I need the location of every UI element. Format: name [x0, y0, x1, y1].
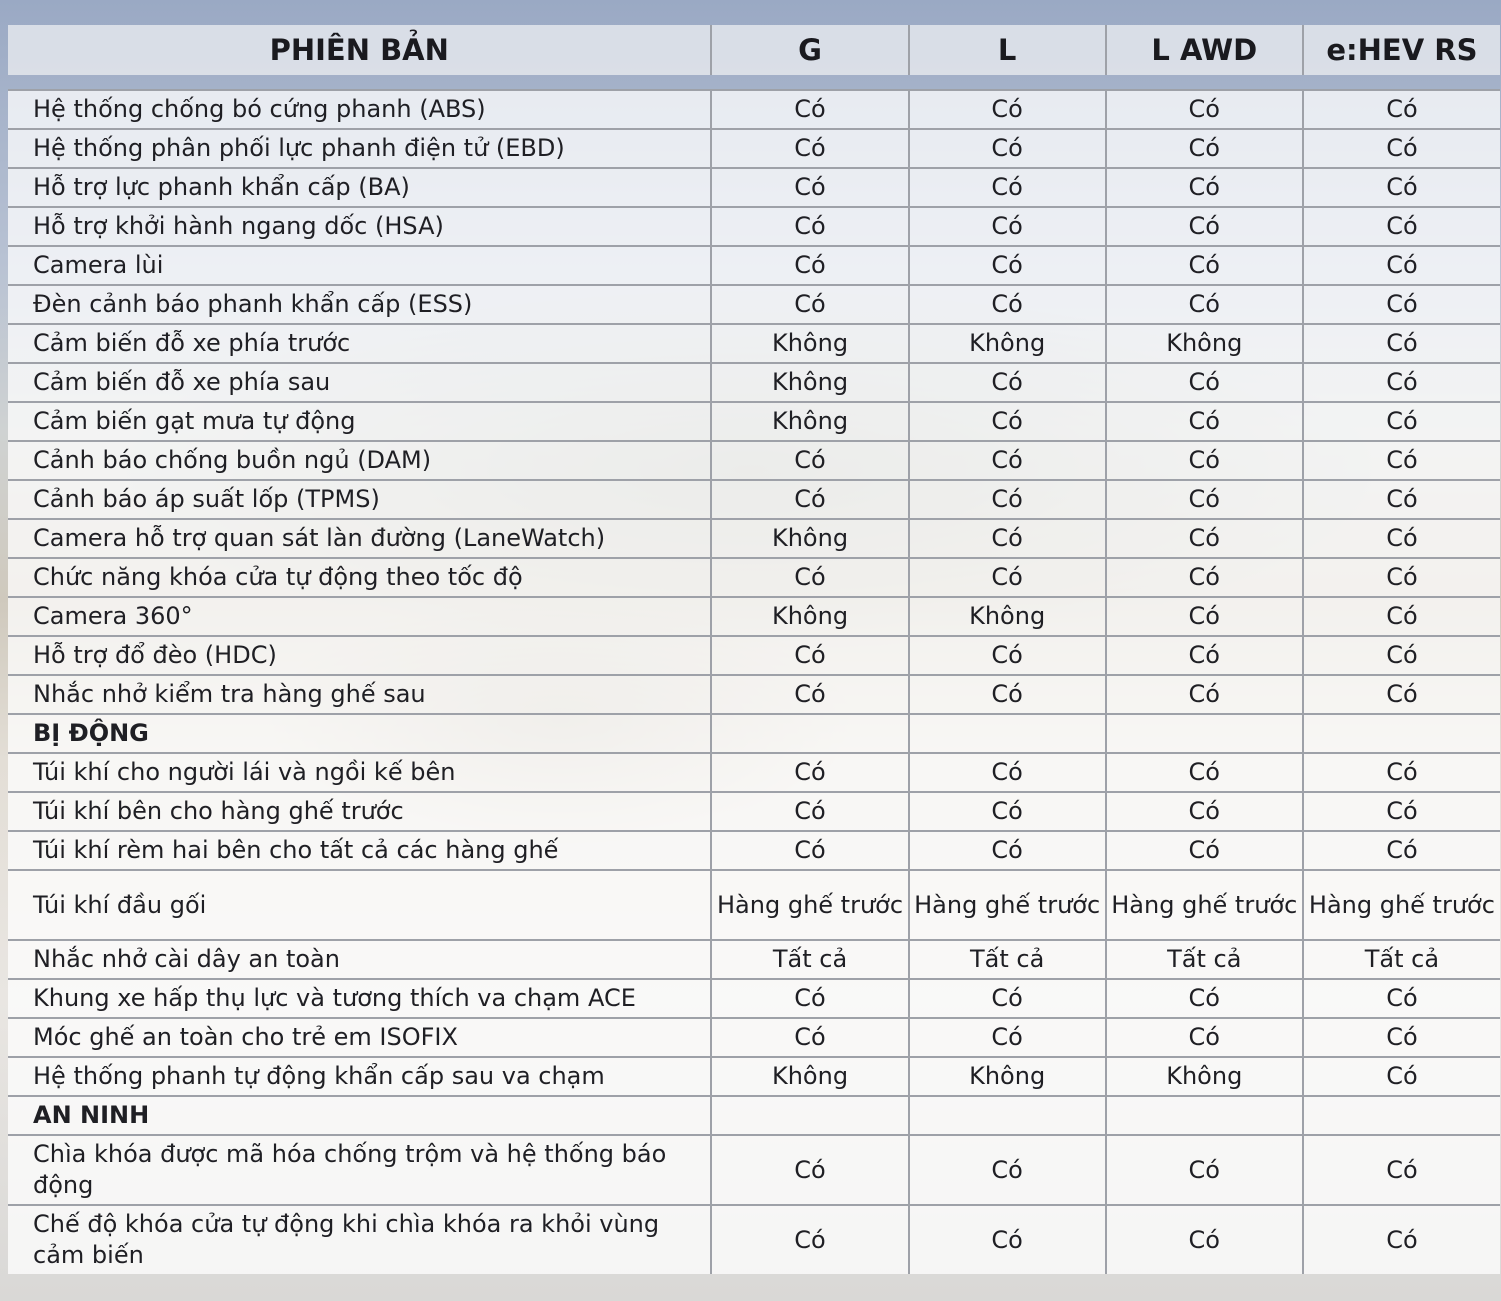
feature-value: Có: [1303, 402, 1500, 441]
spec-table-container: [8, 25, 1500, 1274]
header-variant-ehev-rs: e:HEV RS: [1303, 25, 1500, 75]
feature-value: Có: [1303, 636, 1500, 675]
feature-label: Nhắc nhở cài dây an toàn: [8, 940, 711, 979]
feature-label: Camera lùi: [8, 246, 711, 285]
table-row: [8, 129, 1500, 168]
table-row: [8, 636, 1500, 675]
feature-value: Không: [711, 363, 908, 402]
feature-value: Có: [1303, 90, 1500, 129]
feature-value: Có: [1106, 597, 1303, 636]
feature-value: [711, 1096, 908, 1135]
table-row: [8, 753, 1500, 792]
feature-value: Có: [1106, 168, 1303, 207]
feature-value: Có: [1106, 441, 1303, 480]
feature-value: Có: [909, 363, 1106, 402]
table-row: [8, 940, 1500, 979]
feature-value: Có: [1303, 246, 1500, 285]
feature-value: Có: [909, 207, 1106, 246]
feature-value: Có: [1106, 519, 1303, 558]
header-variant-l-awd: L AWD: [1106, 25, 1303, 75]
feature-value: Có: [1303, 979, 1500, 1018]
feature-value: Có: [1303, 1018, 1500, 1057]
feature-value: Có: [1303, 558, 1500, 597]
table-row: [8, 324, 1500, 363]
feature-value: Có: [909, 1135, 1106, 1205]
feature-value: Có: [1106, 363, 1303, 402]
feature-value: Có: [1303, 363, 1500, 402]
feature-value: Có: [1303, 1057, 1500, 1096]
feature-label: Cảnh báo áp suất lốp (TPMS): [8, 480, 711, 519]
feature-value: Hàng ghế trước: [1106, 870, 1303, 940]
table-row: [8, 480, 1500, 519]
feature-value: Không: [711, 519, 908, 558]
feature-value: Có: [1106, 792, 1303, 831]
table-row: [8, 207, 1500, 246]
feature-value: Có: [711, 1205, 908, 1274]
feature-label: Hỗ trợ đổ đèo (HDC): [8, 636, 711, 675]
feature-value: Có: [1303, 831, 1500, 870]
feature-value: Có: [909, 129, 1106, 168]
feature-value: Có: [1106, 402, 1303, 441]
feature-value: Có: [711, 441, 908, 480]
table-row: [8, 979, 1500, 1018]
feature-label: Camera 360°: [8, 597, 711, 636]
feature-value: Có: [909, 675, 1106, 714]
feature-value: Có: [909, 979, 1106, 1018]
feature-value: Có: [909, 1018, 1106, 1057]
feature-value: [1106, 714, 1303, 753]
section-title: BỊ ĐỘNG: [8, 714, 711, 753]
feature-value: Có: [711, 480, 908, 519]
header-row: [8, 25, 1500, 75]
table-row: [8, 597, 1500, 636]
feature-value: Có: [909, 753, 1106, 792]
feature-value: Có: [1106, 480, 1303, 519]
feature-value: Có: [711, 831, 908, 870]
feature-value: Có: [1106, 558, 1303, 597]
feature-value: Có: [909, 519, 1106, 558]
feature-value: Có: [711, 979, 908, 1018]
feature-label: Cảm biến đỗ xe phía sau: [8, 363, 711, 402]
feature-value: Hàng ghế trước: [711, 870, 908, 940]
feature-value: Có: [909, 831, 1106, 870]
feature-value: Có: [711, 285, 908, 324]
section-title: AN NINH: [8, 1096, 711, 1135]
feature-value: Có: [1106, 1135, 1303, 1205]
feature-value: Có: [1303, 1135, 1500, 1205]
table-row: [8, 285, 1500, 324]
feature-value: Có: [711, 636, 908, 675]
feature-label: Khung xe hấp thụ lực và tương thích va chạm ACE: [8, 979, 711, 1018]
feature-value: Có: [1303, 207, 1500, 246]
table-row: [8, 1018, 1500, 1057]
feature-value: Có: [711, 675, 908, 714]
feature-value: Có: [1106, 90, 1303, 129]
feature-value: Có: [1303, 441, 1500, 480]
table-row: [8, 558, 1500, 597]
table-row: [8, 675, 1500, 714]
feature-label: Đèn cảnh báo phanh khẩn cấp (ESS): [8, 285, 711, 324]
feature-value: Có: [711, 753, 908, 792]
feature-value: Có: [1106, 246, 1303, 285]
feature-value: Có: [1106, 831, 1303, 870]
table-row: [8, 441, 1500, 480]
feature-value: Không: [909, 324, 1106, 363]
table-row: [8, 402, 1500, 441]
feature-label: Hỗ trợ khởi hành ngang dốc (HSA): [8, 207, 711, 246]
feature-value: Có: [711, 792, 908, 831]
feature-value: Có: [1303, 480, 1500, 519]
feature-value: Không: [711, 402, 908, 441]
feature-value: Có: [711, 246, 908, 285]
feature-label: Túi khí cho người lái và ngồi kế bên: [8, 753, 711, 792]
header-spacer: [8, 75, 1500, 90]
feature-value: Có: [1303, 519, 1500, 558]
feature-value: Có: [909, 168, 1106, 207]
feature-value: [1106, 1096, 1303, 1135]
feature-value: Có: [711, 1135, 908, 1205]
feature-value: Không: [711, 324, 908, 363]
feature-value: [1303, 714, 1500, 753]
feature-value: Có: [1106, 979, 1303, 1018]
feature-value: Có: [909, 480, 1106, 519]
feature-value: Tất cả: [711, 940, 908, 979]
feature-value: Có: [1303, 168, 1500, 207]
feature-value: Có: [909, 90, 1106, 129]
feature-value: Có: [1303, 285, 1500, 324]
feature-value: Có: [1303, 753, 1500, 792]
feature-value: Có: [1303, 792, 1500, 831]
feature-label: Túi khí rèm hai bên cho tất cả các hàng ghế: [8, 831, 711, 870]
feature-value: Không: [711, 597, 908, 636]
table-header: [8, 25, 1500, 75]
feature-value: Có: [909, 558, 1106, 597]
feature-value: Có: [1106, 636, 1303, 675]
feature-value: Có: [1303, 597, 1500, 636]
table-row: [8, 1057, 1500, 1096]
feature-label: Chức năng khóa cửa tự động theo tốc độ: [8, 558, 711, 597]
table-row: [8, 1135, 1500, 1205]
feature-label: Hệ thống phân phối lực phanh điện tử (EBD): [8, 129, 711, 168]
feature-label: Chìa khóa được mã hóa chống trộm và hệ thống báo động: [8, 1135, 711, 1205]
table-row: [8, 363, 1500, 402]
feature-value: [909, 1096, 1106, 1135]
feature-value: Có: [711, 90, 908, 129]
feature-value: [1303, 1096, 1500, 1135]
table-row: [8, 90, 1500, 129]
feature-value: Có: [711, 129, 908, 168]
section-row: [8, 714, 1500, 753]
feature-value: Không: [1106, 1057, 1303, 1096]
table-row: [8, 168, 1500, 207]
feature-value: Có: [1303, 324, 1500, 363]
feature-value: Có: [909, 636, 1106, 675]
table-row: [8, 831, 1500, 870]
feature-value: Có: [909, 246, 1106, 285]
feature-value: Có: [909, 285, 1106, 324]
feature-value: Có: [909, 441, 1106, 480]
feature-label: Cảnh báo chống buồn ngủ (DAM): [8, 441, 711, 480]
feature-label: Cảm biến gạt mưa tự động: [8, 402, 711, 441]
feature-label: Hỗ trợ lực phanh khẩn cấp (BA): [8, 168, 711, 207]
feature-label: Túi khí bên cho hàng ghế trước: [8, 792, 711, 831]
feature-value: Không: [909, 1057, 1106, 1096]
feature-value: Hàng ghế trước: [909, 870, 1106, 940]
feature-value: Có: [1303, 1205, 1500, 1274]
feature-value: Có: [1106, 207, 1303, 246]
feature-value: Tất cả: [1106, 940, 1303, 979]
feature-value: [909, 714, 1106, 753]
feature-value: Có: [1106, 129, 1303, 168]
table-row: [8, 519, 1500, 558]
feature-value: Có: [711, 207, 908, 246]
header-variant-g: G: [711, 25, 908, 75]
section-row: [8, 1096, 1500, 1135]
feature-value: Không: [909, 597, 1106, 636]
feature-label: Camera hỗ trợ quan sát làn đường (LaneWatch): [8, 519, 711, 558]
feature-label: Túi khí đầu gối: [8, 870, 711, 940]
feature-value: Hàng ghế trước: [1303, 870, 1500, 940]
feature-value: Có: [1303, 129, 1500, 168]
feature-value: Không: [1106, 324, 1303, 363]
table-row: [8, 870, 1500, 940]
feature-value: Tất cả: [909, 940, 1106, 979]
feature-label: Hệ thống phanh tự động khẩn cấp sau va chạm: [8, 1057, 711, 1096]
header-variant-l: L: [909, 25, 1106, 75]
feature-label: Chế độ khóa cửa tự động khi chìa khóa ra khỏi vùng cảm biến: [8, 1205, 711, 1274]
table-row: [8, 792, 1500, 831]
feature-value: [711, 714, 908, 753]
feature-value: Có: [1106, 675, 1303, 714]
feature-value: Có: [1106, 285, 1303, 324]
feature-value: Có: [909, 1205, 1106, 1274]
feature-label: Hệ thống chống bó cứng phanh (ABS): [8, 90, 711, 129]
feature-value: Có: [909, 792, 1106, 831]
safety-spec-table: [8, 25, 1500, 1274]
feature-value: Tất cả: [1303, 940, 1500, 979]
feature-value: Có: [909, 402, 1106, 441]
header-label-cell: PHIÊN BẢN: [8, 25, 711, 75]
feature-value: Có: [1106, 1018, 1303, 1057]
feature-value: Có: [1106, 1205, 1303, 1274]
feature-label: Móc ghế an toàn cho trẻ em ISOFIX: [8, 1018, 711, 1057]
feature-label: Nhắc nhở kiểm tra hàng ghế sau: [8, 675, 711, 714]
feature-label: Cảm biến đỗ xe phía trước: [8, 324, 711, 363]
table-row: [8, 1205, 1500, 1274]
table-row: [8, 246, 1500, 285]
feature-value: Có: [711, 1018, 908, 1057]
feature-value: Có: [711, 168, 908, 207]
feature-value: Có: [1303, 675, 1500, 714]
feature-value: Có: [1106, 753, 1303, 792]
table-body: [8, 75, 1500, 1274]
feature-value: Có: [711, 558, 908, 597]
feature-value: Không: [711, 1057, 908, 1096]
